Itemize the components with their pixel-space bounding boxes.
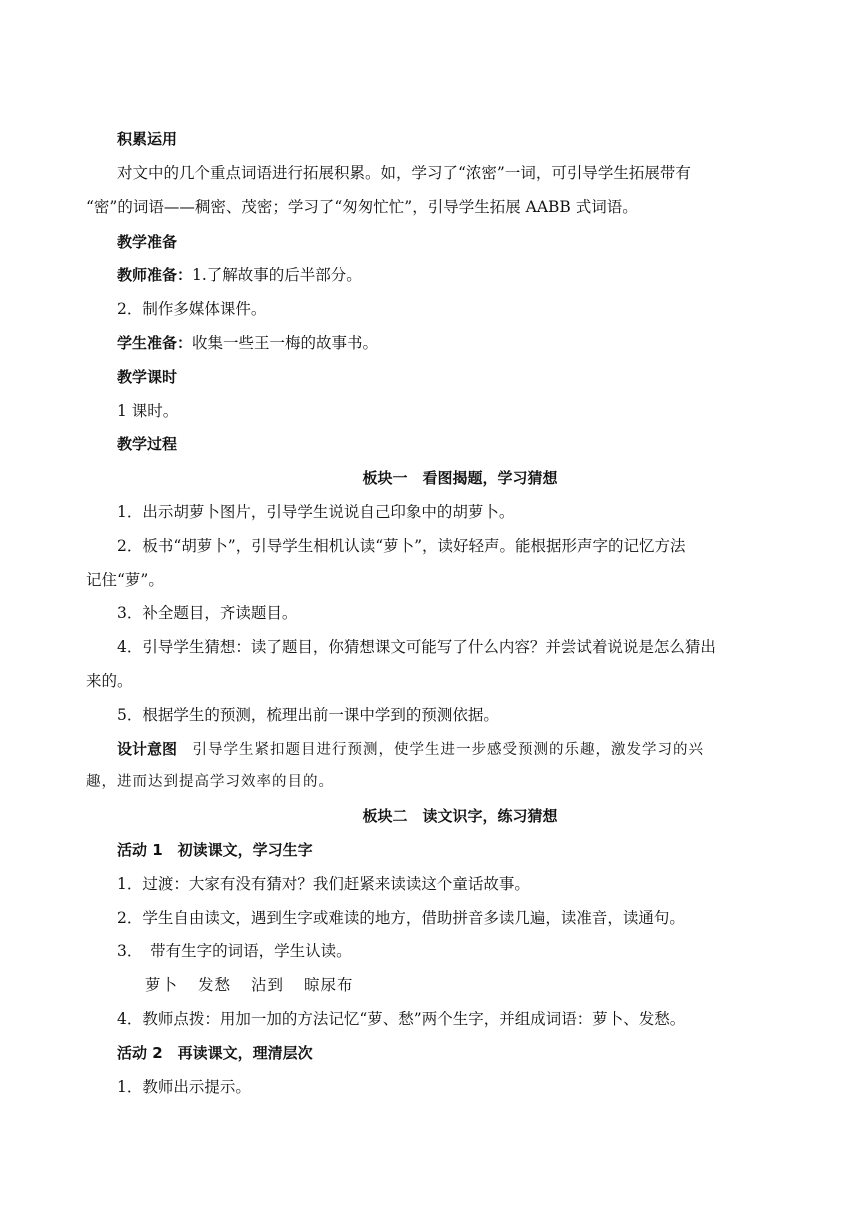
activity1-item-1: 1．过渡：大家有没有猜对？我们赶紧来读读这个童话故事。 — [117, 875, 530, 893]
activity1-item-3: 3． 带有生字的词语，学生认读。 — [117, 942, 352, 960]
block1-item-5: 5．根据学生的预测，梳理出前一课中学到的预测依据。 — [117, 706, 499, 724]
process-heading: 教学过程 — [117, 435, 178, 453]
teacher-prep-line-2: 2．制作多媒体课件。 — [117, 300, 267, 318]
activity-1-heading: 活动 1 初读课文，学习生字 — [117, 841, 313, 859]
student-prep-text: 收集一些王一梅的故事书。 — [192, 334, 379, 352]
block1-item-3: 3．补全题目，齐读题目。 — [117, 604, 298, 622]
hours-heading: 教学课时 — [117, 368, 178, 386]
design-intent-text: 引导学生紧扣题目进行预测，使学生进一步感受预测的乐趣，激发学习的兴 — [177, 742, 705, 758]
accumulate-heading: 积累运用 — [117, 130, 178, 148]
activity1-item-2: 2．学生自由读文，遇到生字或难读的地方，借助拼音多读几遍，读准音，读通句。 — [117, 909, 685, 927]
vocab-word: 萝卜 — [145, 976, 179, 994]
vocab-word: 沾到 — [251, 976, 285, 994]
activity-2-heading: 活动 2 再读课文，理清层次 — [117, 1044, 313, 1062]
teacher-prep-line — [117, 265, 782, 285]
student-prep-line — [117, 333, 782, 353]
design-intent-line-2: 趣，进而达到提高学习效率的目的。 — [86, 774, 334, 790]
block1-item-4b: 来的。 — [86, 672, 133, 690]
activity2-item-1: 1．教师出示提示。 — [117, 1078, 251, 1096]
design-intent-label: 设计意图 — [117, 740, 178, 758]
teacher-prep-text: 1.了解故事的后半部分。 — [192, 266, 362, 284]
block1-item-4a: 4．引导学生猜想：读了题目，你猜想课文可能写了什么内容？并尝试着说说是怎么猜出 — [117, 638, 716, 656]
block1-item-1: 1．出示胡萝卜图片，引导学生说说自己印象中的胡萝卜。 — [117, 503, 515, 521]
design-intent-line-1 — [117, 739, 782, 760]
teacher-prep-label: 教师准备： — [117, 266, 193, 284]
block1-item-2a: 2．板书“胡萝卜”，引导学生相机认读“萝卜”，读好轻声。能根据形声字的记忆方法 — [117, 537, 686, 555]
accumulate-text-line-2: “密”的词语——稠密、茂密；学习了“匆匆忙忙”，引导学生拓展 AABB 式词语。 — [86, 198, 638, 216]
vocab-word: 发愁 — [198, 976, 232, 994]
block2-title: 板块二 读文识字，练习猜想 — [362, 807, 558, 825]
student-prep-label: 学生准备： — [117, 334, 193, 352]
vocabulary-words — [145, 975, 810, 995]
hours-text: 1 课时。 — [117, 402, 179, 420]
vocab-word: 晾尿布 — [304, 976, 354, 994]
activity1-item-4: 4．教师点拨：用加一加的方法记忆“萝、愁”两个生字，并组成词语：萝卜、发愁。 — [117, 1010, 686, 1028]
block1-title: 板块一 看图揭题，学习猜想 — [362, 469, 558, 487]
prep-heading: 教学准备 — [117, 233, 178, 251]
block1-item-2b: 记住“萝”。 — [86, 571, 164, 589]
accumulate-text-line-1: 对文中的几个重点词语进行拓展积累。如，学习了“浓密”一词，可引导学生拓展带有 — [117, 164, 691, 182]
